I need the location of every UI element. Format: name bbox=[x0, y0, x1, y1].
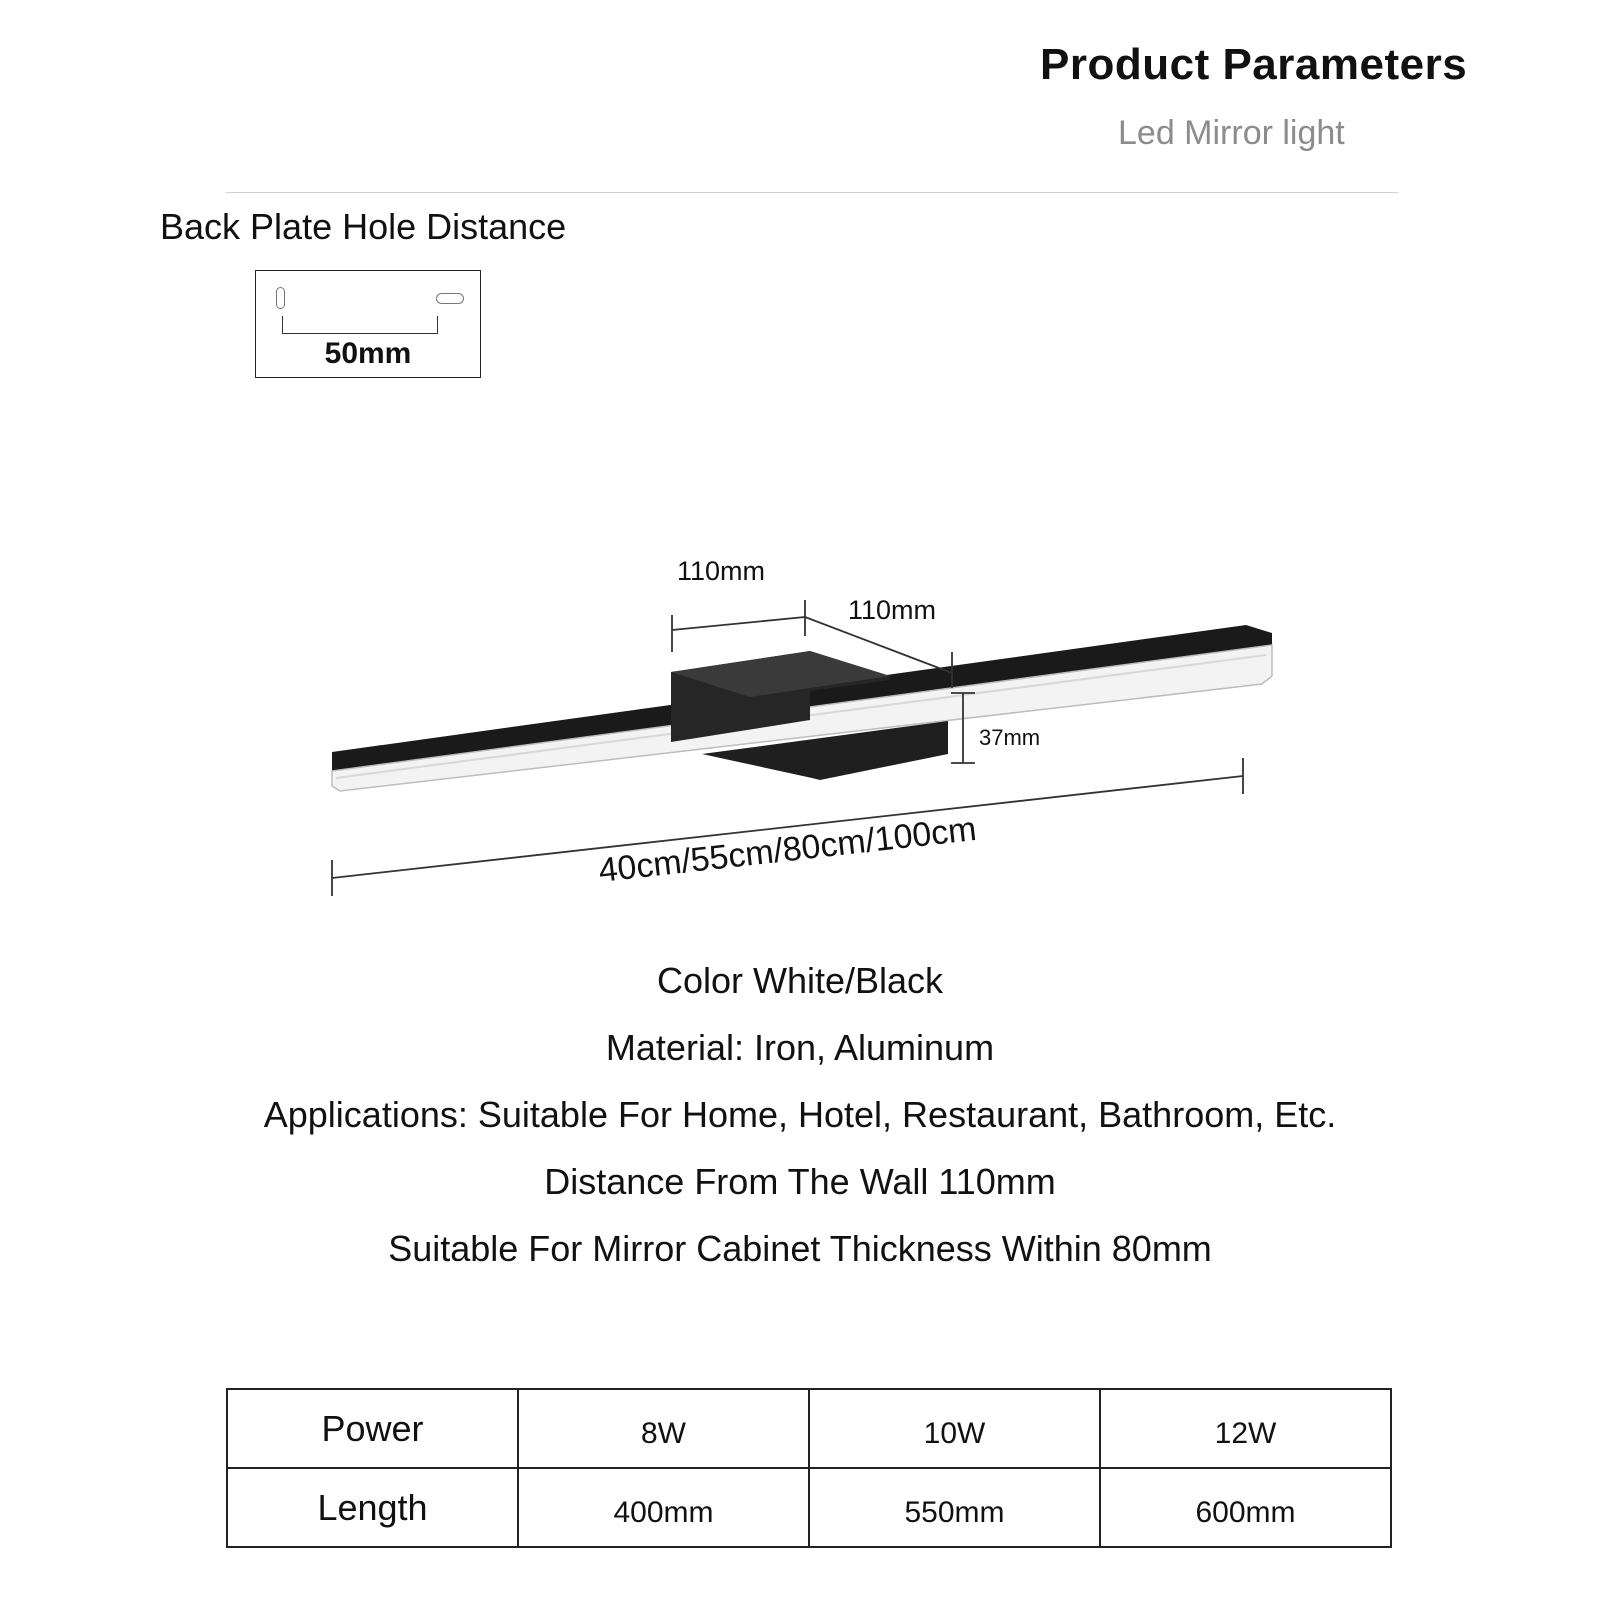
dim-top-right-label: 110mm bbox=[848, 595, 937, 625]
dim-height-label: 37mm bbox=[979, 725, 1041, 750]
table-cell: 600mm bbox=[1100, 1468, 1391, 1547]
dim-top-left-line bbox=[672, 617, 805, 630]
table-cell: 8W bbox=[518, 1389, 809, 1468]
spec-cabinet-thickness: Suitable For Mirror Cabinet Thickness Within 80mm bbox=[388, 1228, 1212, 1269]
dim-top-left-label: 110mm bbox=[677, 556, 766, 586]
row-label-length: Length bbox=[227, 1468, 518, 1547]
spec-applications: Applications: Suitable For Home, Hotel, Restaurant, Bathroom, Etc. bbox=[263, 1094, 1337, 1135]
table-cell: 12W bbox=[1100, 1389, 1391, 1468]
parameters-table bbox=[226, 1388, 1392, 1548]
table-row bbox=[227, 1389, 1391, 1468]
spec-wall-distance: Distance From The Wall 110mm bbox=[544, 1161, 1056, 1202]
spec-color: Color White/Black bbox=[656, 960, 944, 1001]
page-subtitle: Led Mirror light bbox=[1118, 114, 1345, 152]
spec-material: Material: Iron, Aluminum bbox=[605, 1027, 995, 1068]
back-plate-heading: Back Plate Hole Distance bbox=[160, 206, 567, 247]
dim-length-label: 40cm/55cm/80cm/100cm bbox=[596, 809, 979, 890]
table-row bbox=[227, 1468, 1391, 1547]
page-title: Product Parameters bbox=[1040, 40, 1468, 89]
row-label-power: Power bbox=[227, 1389, 518, 1468]
hole-distance-label: 50mm bbox=[324, 337, 412, 370]
table-cell: 10W bbox=[809, 1389, 1100, 1468]
table-cell: 550mm bbox=[809, 1468, 1100, 1547]
table-cell: 400mm bbox=[518, 1468, 809, 1547]
